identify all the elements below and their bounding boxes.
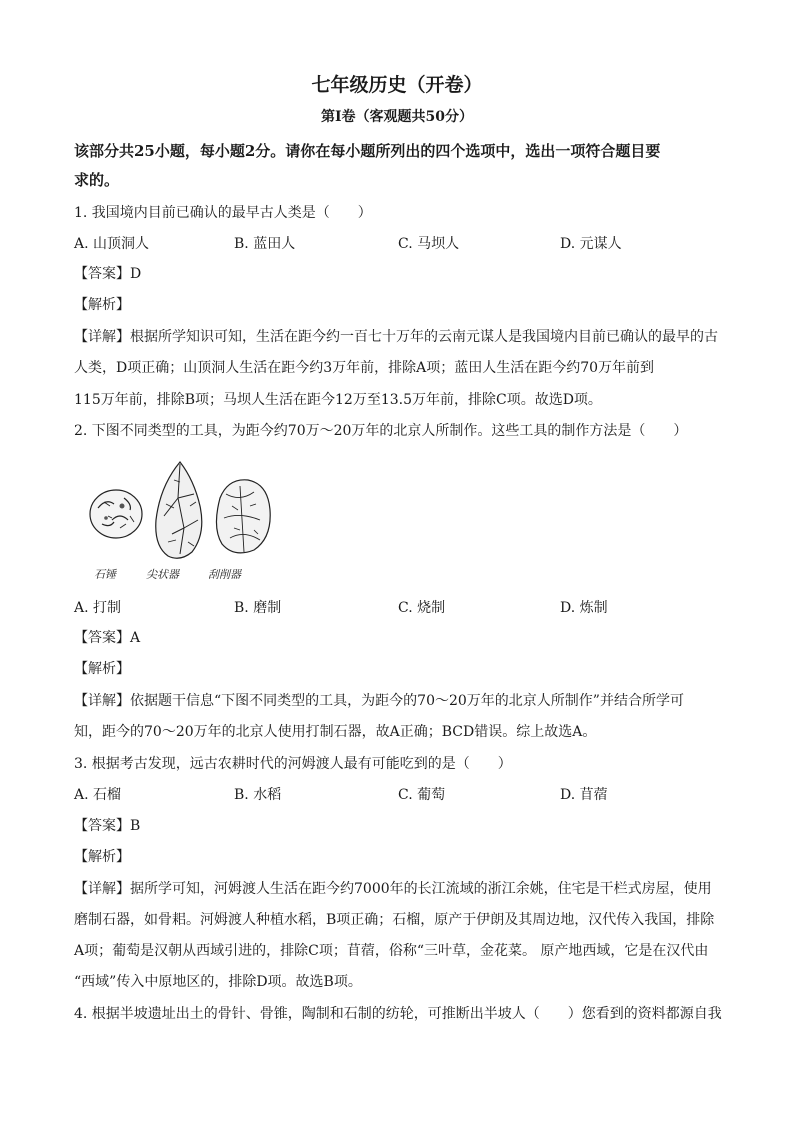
question-1-answer: 【答案】D [74, 266, 142, 282]
stone-tools-figure [84, 458, 274, 586]
caption-stone-hammer: 石锤 [94, 568, 116, 581]
scraper-drawing [216, 480, 270, 553]
instructions-line-2: 求的。 [74, 171, 120, 189]
question-3-option-b: B. 水稻 [234, 787, 282, 803]
question-2-option-c: C. 烧制 [398, 600, 446, 616]
question-2-detail-line-1: 【详解】依据题干信息“下图不同类型的工具，为距今的70～20万年的北京人所制作”并结合所学可 [74, 693, 684, 709]
caption-scraper: 刮削器 [208, 568, 241, 581]
question-1-analysis: 【解析】 [74, 297, 130, 313]
question-3-option-a: A. 石榴 [74, 787, 122, 803]
question-2-detail-line-2: 知，距今的70～20万年的北京人使用打制石器，故A正确；BCD错误。综上故选A。 [74, 724, 597, 740]
question-3-analysis: 【解析】 [74, 849, 130, 865]
question-3-answer: 【答案】B [74, 818, 141, 834]
question-3-detail-line-2: 磨制石器，如骨耜。河姆渡人种植水稻，B项正确；石榴，原产于伊朗及其周边地，汉代传入我国，排除 [74, 912, 715, 928]
question-1-option-c: C. 马坝人 [398, 236, 460, 252]
stone-hammer-drawing [90, 490, 142, 538]
question-1-option-a: A. 山顶洞人 [74, 236, 150, 252]
question-1-detail-line-1: 【详解】根据所学知识可知，生活在距今约一百七十万年的云南元谋人是我国境内目前已确认的最早的古 [74, 329, 718, 345]
question-2-option-b: B. 磨制 [234, 600, 282, 616]
question-3-stem: 3. 根据考古发现，远古农耕时代的河姆渡人最有可能吃到的是（ ） [74, 756, 512, 772]
question-1-stem: 1. 我国境内目前已确认的最早古人类是（ ） [74, 205, 372, 221]
question-3-detail-line-3: A项；葡萄是汉朝从西域引进的，排除C项；苜蓿，俗称“三叶草，金花菜。 原产地西域，它是在汉代由 [74, 943, 709, 959]
question-1-option-b: B. 蓝田人 [234, 236, 296, 252]
question-3-option-c: C. 葡萄 [398, 787, 446, 803]
question-2-analysis: 【解析】 [74, 661, 130, 677]
question-3-option-d: D. 苜蓿 [560, 787, 608, 803]
question-1-option-d: D. 元谋人 [560, 236, 622, 252]
question-3-detail-line-4: “西域”传入中原地区的，排除D项。故选B项。 [74, 974, 362, 990]
caption-pointed-tool: 尖状器 [146, 568, 179, 581]
question-3-detail-line-1: 【详解】据所学可知，河姆渡人生活在距今约7000年的长江流域的浙江余姚，住宅是干栏式房屋，使用 [74, 881, 712, 897]
question-2-option-d: D. 炼制 [560, 600, 608, 616]
pointed-tool-drawing [156, 462, 202, 558]
question-1-detail-line-2: 人类，D项正确；山顶洞人生活在距今约3万年前，排除A项；蓝田人生活在距今约70万年前到 [74, 360, 655, 376]
page-title: 七年级历史（开卷） [311, 74, 483, 96]
question-4-stem: 4. 根据半坡遗址出土的骨针、骨锥，陶制和石制的纺轮，可推断出半坡人（ ）您看到的资料都源自我 [74, 1006, 722, 1022]
question-2-option-a: A. 打制 [74, 600, 122, 616]
instructions-line-1: 该部分共25小题，每小题2分。请你在每小题所列出的四个选项中，选出一项符合题目要 [74, 142, 661, 160]
question-2-stem: 2. 下图不同类型的工具，为距今约70万～20万年的北京人所制作。这些工具的制作方法是（ ） [74, 423, 688, 439]
question-2-answer: 【答案】A [74, 630, 141, 646]
section-subtitle: 第Ⅰ卷（客观题共50分） [320, 109, 474, 125]
stone-tools-illustration [84, 458, 274, 566]
question-1-detail-line-3: 115万年前，排除B项；马坝人生活在距今12万至13.5万年前，排除C项。故选D项。 [74, 392, 602, 408]
